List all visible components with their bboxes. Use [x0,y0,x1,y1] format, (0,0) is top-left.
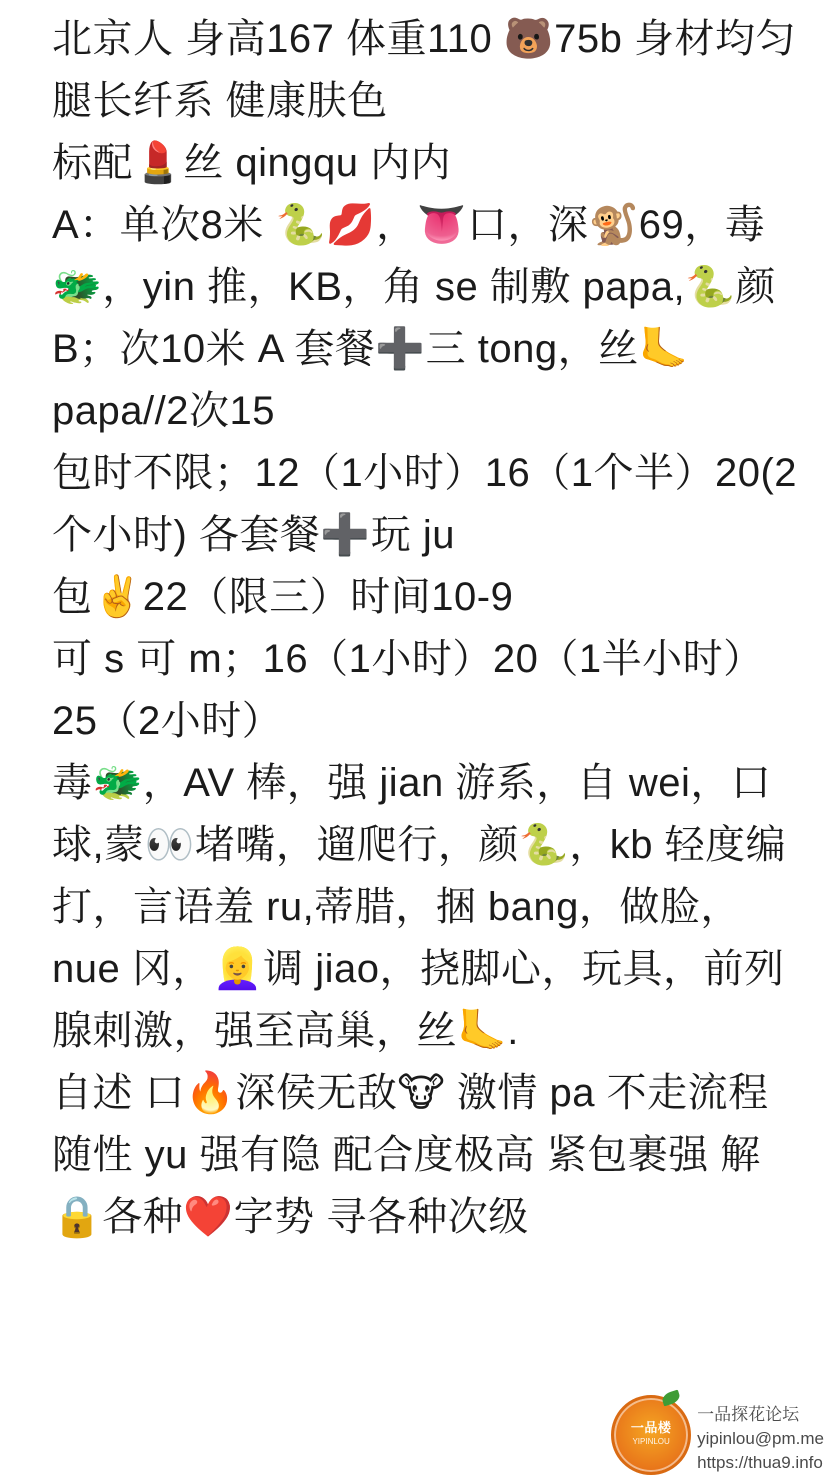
paragraph: 包✌️22（限三）时间10-9 [52,575,514,619]
leaf-icon [661,1390,682,1407]
paragraph: B；次10米 A 套餐➕三 tong，丝🦶papa//2次15 [52,327,689,433]
stamp-main-text: 一品楼 [630,1420,672,1435]
watermark-badge: 一品探花论坛 [697,1405,800,1424]
watermark-text [697,1403,824,1475]
paragraph: 包时不限；12（1小时）16（1个半）20(2个小时) 各套餐➕玩 ju [52,451,798,557]
paragraph: 自述 口🔥深侯无敌🐮 激情 pa 不走流程 随性 yu 强有隐 配合度极高 紧包裹强 解🔒各种❤️字势 寻各种次级 [52,1071,769,1239]
paragraph: 毒🐲，AV 棒，强 jian 游系，自 wei，口球,蒙👀堵嘴，遛爬行，颜🐍，kb 轻度编打，言语羞 ru,蒂腊，捆 bang，做脸，nue 冈，👱‍♀️调 jiao，挠脚心，玩具，前列腺刺激，强至高巢，丝🦶. [52,761,787,1053]
site-logo-stamp [611,1395,691,1475]
paragraph: A：单次8米 🐍💋，👅口，深🐒69，毒🐲，yin 推，KB，角 se 制敷 papa,🐍颜 [52,203,776,309]
watermark-site: https://thua9.info [697,1453,823,1472]
paragraph: 标配💄丝 qingqu 内内 [52,141,452,185]
paragraph: 北京人 身高167 体重110 🐻75b 身材均匀 腿长纤系 健康肤色 [52,17,797,123]
stamp-sub-text: YIPINLOU [632,1437,670,1446]
watermark-email: yipinlou@pm.me [697,1429,824,1448]
paragraph: 可 s 可 m；16（1小时）20（1半小时）25（2小时） [52,637,764,743]
watermark [611,1395,824,1475]
